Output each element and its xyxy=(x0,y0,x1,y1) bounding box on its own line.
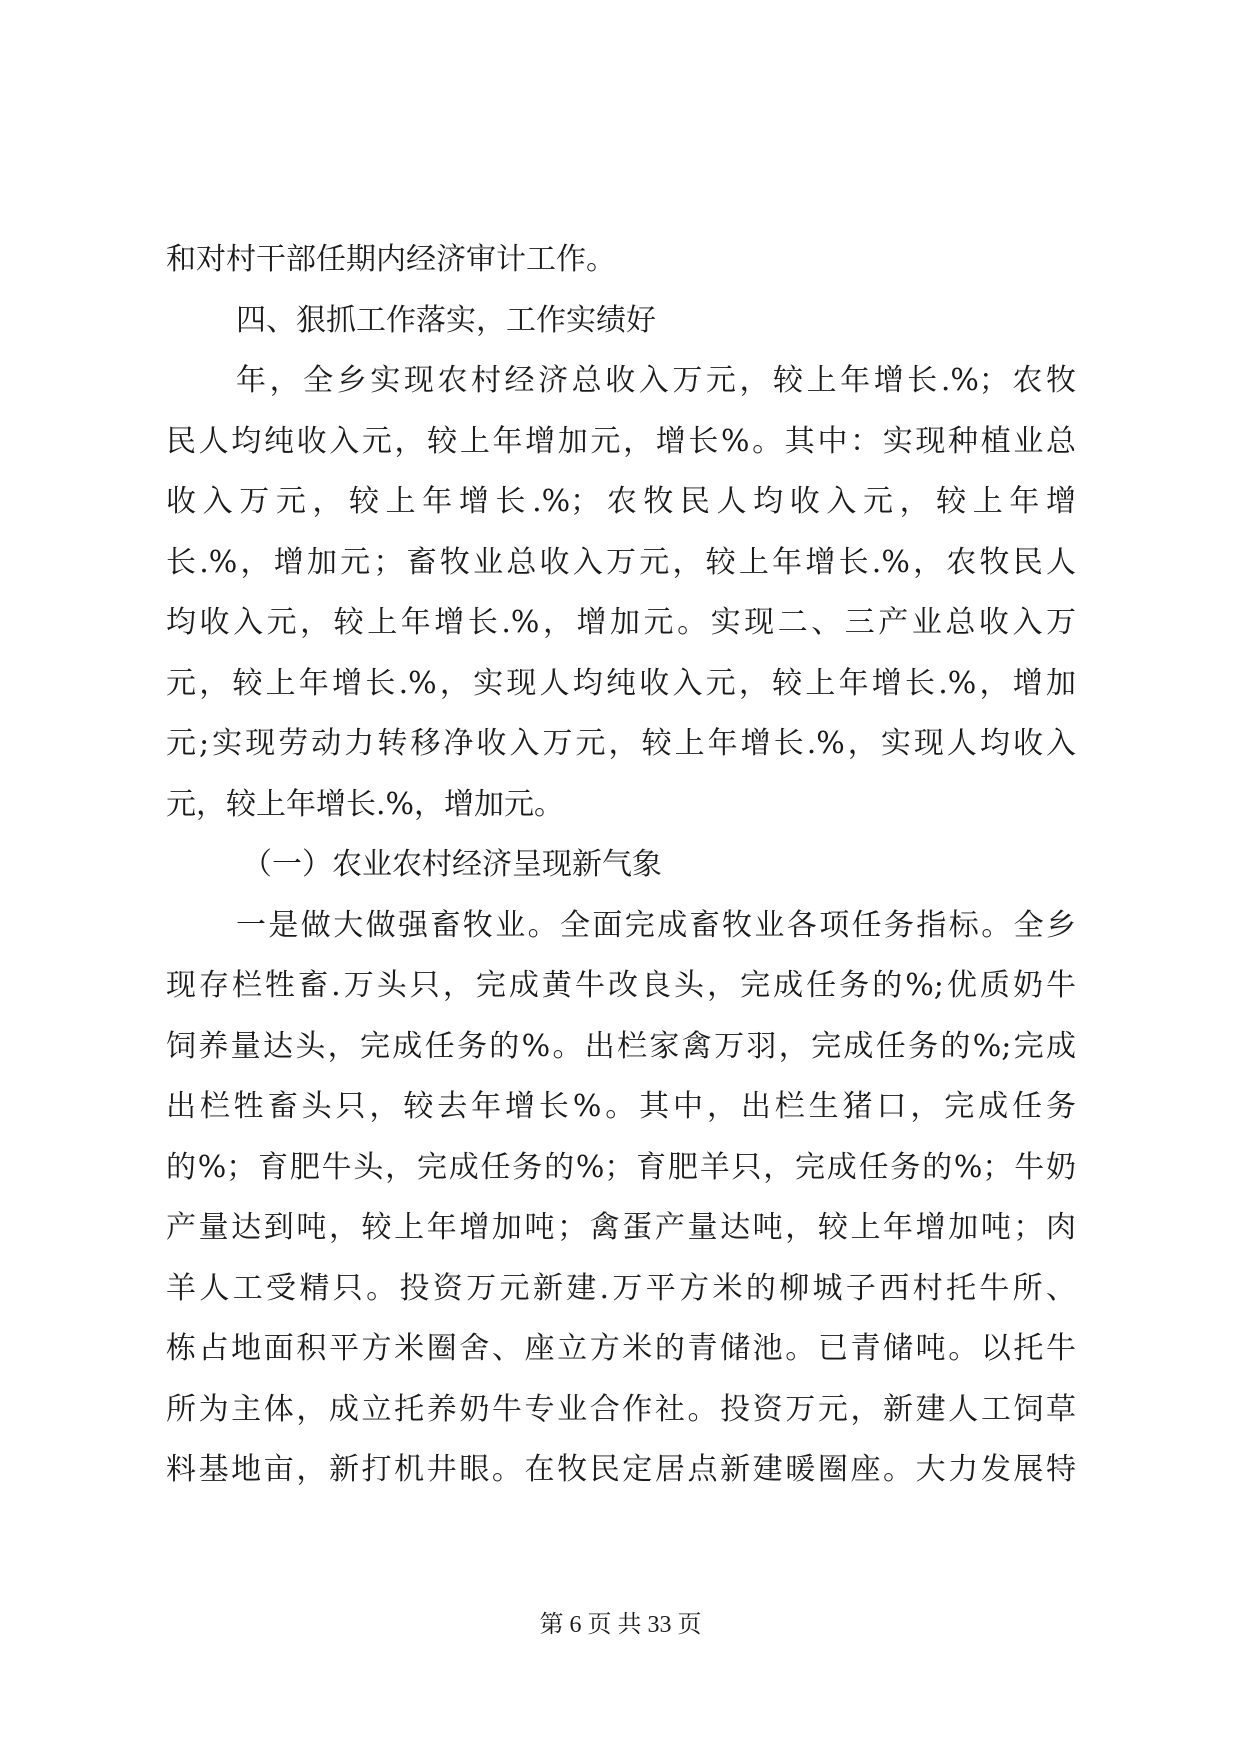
paragraph-line: 长.%，增加元；畜牧业总收入万元，较上年增长.%，农牧民人 xyxy=(166,544,1076,580)
paragraph-line: 元，较上年增长.%，增加元。 xyxy=(166,786,565,822)
paragraph-line: 元;实现劳动力转移净收入万元，较上年增长.%，实现人均收入 xyxy=(166,726,1076,761)
paragraph-line: 羊人工受精只。投资万元新建.万平方米的柳城子西村托牛所、 xyxy=(166,1270,1076,1306)
paragraph-line: 收入万元，较上年增长.%；农牧民人均收入元，较上年增 xyxy=(166,484,1076,519)
paragraph-line: 均收入元，较上年增长.%，增加元。实现二、三产业总收入万 xyxy=(166,605,1076,640)
paragraph-line: 一是做大做强畜牧业。全面完成畜牧业各项任务指标。全乡 xyxy=(236,907,1076,943)
paragraph-line: 栋占地面积平方米圈舍、座立方米的青储池。已青储吨。以托牛 xyxy=(166,1331,1076,1366)
paragraph-line: 出栏牲畜头只，较去年增长%。其中，出栏生猪口，完成任务 xyxy=(166,1089,1076,1124)
paragraph-line: 饲养量达头，完成任务的%。出栏家禽万羽，完成任务的%;完成 xyxy=(166,1028,1076,1064)
page-number-footer: 第 6 页 共 33 页 xyxy=(539,1612,702,1638)
document-body xyxy=(166,230,1076,1501)
paragraph-line: 年，全乡实现农村经济总收入万元，较上年增长.%；农牧 xyxy=(236,363,1076,398)
paragraph-line: 民人均纯收入元，较上年增加元，增长%。其中：实现种植业总 xyxy=(166,423,1076,459)
section-heading: 四、狠抓工作落实，工作实绩好 xyxy=(236,302,656,338)
paragraph-line: 元，较上年增长.%，实现人均纯收入元，较上年增长.%，增加 xyxy=(166,665,1076,701)
paragraph-line: 和对村干部任期内经济审计工作。 xyxy=(166,242,616,277)
paragraph-line: 所为主体，成立托养奶牛专业合作社。投资万元，新建人工饲草 xyxy=(166,1391,1076,1427)
paragraph-line: 的%；育肥牛头，完成任务的%；育肥羊只，完成任务的%；牛奶 xyxy=(166,1149,1076,1185)
paragraph-line: 现存栏牲畜.万头只，完成黄牛改良头，完成任务的%;优质奶牛 xyxy=(166,968,1076,1003)
paragraph-line: 产量达到吨，较上年增加吨；禽蛋产量达吨，较上年增加吨；肉 xyxy=(166,1210,1076,1245)
subsection-heading: （一）农业农村经济呈现新气象 xyxy=(242,847,662,882)
paragraph-line: 料基地亩，新打机井眼。在牧民定居点新建暖圈座。大力发展特 xyxy=(166,1452,1076,1487)
